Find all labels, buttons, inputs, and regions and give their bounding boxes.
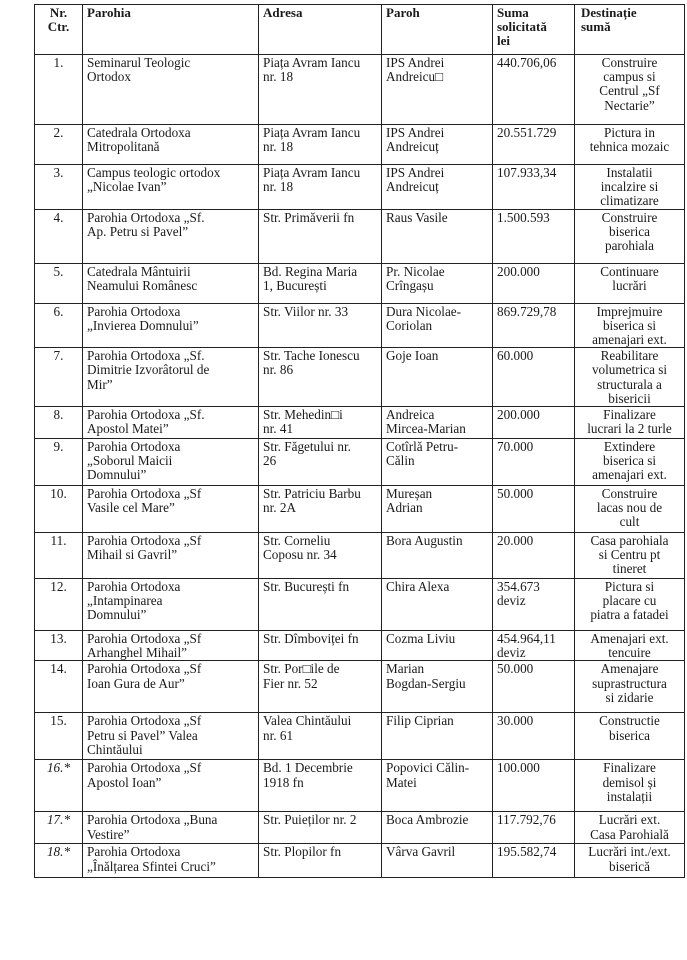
suma-cell: [493, 661, 575, 713]
paroh-cell: [382, 407, 493, 439]
parohia-cell-text: Parohia Ortodoxa „Sf Vasile cel Mare”: [87, 486, 202, 516]
paroh-cell: [382, 812, 493, 844]
table-row: [35, 486, 685, 533]
paroh-cell-text: Popovici Călin- Matei: [386, 760, 470, 790]
paroh-cell: [382, 631, 493, 661]
adresa-cell-text: Str. Por□ile de Fier nr. 52: [263, 661, 340, 691]
suma-cell-text: 1.500.593: [497, 209, 550, 225]
row-number-cell-text: 3.: [53, 165, 64, 180]
parohia-cell-text: Parohia Ortodoxa „Sf Ioan Gura de Aur”: [87, 661, 202, 691]
table-row: [35, 303, 685, 348]
destinatie-cell-text: Amenajare suprastructura si zidarie: [592, 661, 667, 705]
adresa-cell: [259, 55, 382, 125]
table-row: [35, 579, 685, 631]
parohia-cell: [83, 303, 259, 348]
adresa-cell: [259, 209, 382, 263]
row-number-cell: [35, 209, 83, 263]
suma-cell: [493, 760, 575, 812]
parohia-cell-text: Parohia Ortodoxa „Sf. Ap. Petru si Pavel”: [87, 209, 205, 239]
row-number-cell-text: 10.: [50, 486, 67, 502]
paroh-cell-text: IPS Andrei Andreicuț: [386, 125, 445, 155]
paroh-cell-text: Goje Ioan: [386, 348, 439, 364]
paroh-cell: [382, 486, 493, 533]
row-number-cell: [35, 579, 83, 631]
adresa-cell: [259, 579, 382, 631]
suma-cell-text: 354.673 deviz: [497, 579, 540, 609]
parohia-cell: [83, 713, 259, 760]
row-number-cell-text: 7.: [53, 348, 64, 364]
paroh-cell-text: Chira Alexa: [386, 579, 450, 595]
parohia-cell: [83, 263, 259, 303]
destinatie-cell: [575, 812, 685, 844]
suma-cell: [493, 165, 575, 210]
funding-table: [34, 4, 685, 878]
adresa-cell-text: Str. Viilor nr. 33: [263, 303, 349, 319]
destinatie-cell: [575, 165, 685, 210]
table-row: [35, 533, 685, 579]
row-number-cell: [35, 125, 83, 165]
parohia-cell: [83, 579, 259, 631]
suma-cell-text: 454.964,11 deviz: [497, 631, 556, 661]
adresa-cell-text: Str. Mehedin□i nr. 41: [263, 407, 343, 437]
row-number-cell-text: 15.: [50, 713, 67, 729]
adresa-cell-text: Str. Tache Ionescu nr. 86: [263, 348, 360, 378]
table-row: [35, 209, 685, 263]
suma-cell: [493, 631, 575, 661]
table-row: [35, 760, 685, 812]
adresa-cell: [259, 631, 382, 661]
row-number-cell: [35, 533, 83, 579]
destinatie-cell: [575, 55, 685, 125]
paroh-cell: [382, 713, 493, 760]
destinatie-cell-text: Reabilitare volumetrica si structurala a bisericii: [591, 348, 668, 406]
suma-cell: [493, 439, 575, 486]
row-number-cell-text: 5.: [53, 263, 64, 279]
table-row: [35, 125, 685, 165]
adresa-cell: [259, 407, 382, 439]
parohia-cell: [83, 209, 259, 263]
adresa-cell-text: Str. Plopilor fn: [263, 844, 342, 860]
parohia-cell: [83, 533, 259, 579]
destinatie-cell-text: Imprejmuire biserica si amenajari ext.: [592, 303, 667, 348]
parohia-cell: [83, 812, 259, 844]
parohia-cell-text: Parohia Ortodoxa „Sf Mihail si Gavril”: [87, 533, 202, 563]
parohia-cell-text: Parohia Ortodoxa „Soborul Maicii Domnului”: [87, 439, 181, 483]
adresa-cell-text: Bd. Regina Maria 1, București: [263, 263, 358, 293]
suma-cell-text: 20.000: [497, 533, 534, 549]
destinatie-cell: [575, 209, 685, 263]
paroh-cell-text: Mureșan Adrian: [386, 486, 433, 516]
adresa-cell: [259, 348, 382, 407]
suma-cell: [493, 486, 575, 533]
destinatie-cell-text: Construire biserica parohiala: [601, 209, 658, 254]
adresa-cell: [259, 439, 382, 486]
destinatie-cell: [575, 631, 685, 661]
row-number-cell-text: 4.: [53, 209, 64, 225]
parohia-cell-text: Catedrala Ortodoxa Mitropolitană: [87, 125, 191, 155]
paroh-cell-text: Dura Nicolae- Coriolan: [386, 303, 462, 333]
suma-cell: [493, 125, 575, 165]
adresa-cell-text: Piața Avram Iancu nr. 18: [263, 165, 361, 195]
suma-cell-text: 195.582,74: [497, 844, 557, 860]
paroh-cell-text: Boca Ambrozie: [386, 812, 469, 828]
destinatie-cell: [575, 760, 685, 812]
parohia-cell: [83, 844, 259, 878]
parohia-cell: [83, 486, 259, 533]
adresa-cell: [259, 533, 382, 579]
adresa-cell: [259, 165, 382, 210]
table-row: [35, 844, 685, 878]
table-row: [35, 439, 685, 486]
suma-cell-text: 107.933,34: [497, 165, 557, 180]
paroh-cell: [382, 55, 493, 125]
destinatie-cell-text: Extindere biserica si amenajari ext.: [592, 439, 667, 483]
row-number-cell: [35, 631, 83, 661]
suma-cell-text: 20.551.729: [497, 125, 557, 140]
adresa-cell-text: Str. Dîmboviței fn: [263, 631, 359, 647]
paroh-cell: [382, 533, 493, 579]
row-number-cell: [35, 812, 83, 844]
row-number-cell: [35, 844, 83, 878]
parohia-cell-text: Parohia Ortodoxa „Sf. Apostol Matei”: [87, 407, 205, 437]
paroh-cell: [382, 579, 493, 631]
table-row: [35, 165, 685, 210]
suma-cell-text: 50.000: [497, 486, 534, 502]
parohia-cell-text: Parohia Ortodoxa „Buna Vestire”: [87, 812, 218, 842]
table-body: [35, 55, 685, 878]
adresa-cell: [259, 303, 382, 348]
paroh-cell-text: Cotîrlă Petru- Călin: [386, 439, 459, 469]
destinatie-cell: [575, 533, 685, 579]
paroh-cell-text: IPS Andrei Andreicu□: [386, 55, 445, 85]
parohia-cell: [83, 631, 259, 661]
destinatie-cell-text: Pictura si placare cu piatra a fatadei: [590, 579, 669, 623]
destinatie-cell: [575, 439, 685, 486]
suma-cell-text: 50.000: [497, 661, 534, 677]
paroh-cell-text: IPS Andrei Andreicuț: [386, 165, 445, 195]
adresa-cell-text: Str. Patriciu Barbu nr. 2A: [263, 486, 361, 516]
parohia-cell-text: Parohia Ortodoxa „Înălțarea Sfintei Cruci”: [87, 844, 216, 874]
parohia-cell-text: Parohia Ortodoxa „Sf. Dimitrie Izvorâtorul de Mir”: [87, 348, 210, 392]
adresa-cell-text: Str. Primăverii fn: [263, 209, 355, 225]
row-number-cell-text: 17.*: [46, 812, 71, 828]
suma-cell: [493, 407, 575, 439]
table-row: [35, 713, 685, 760]
paroh-cell-text: Marian Bogdan-Sergiu: [386, 661, 466, 691]
row-number-cell: [35, 407, 83, 439]
row-number-cell: [35, 486, 83, 533]
adresa-cell-text: Str. București fn: [263, 579, 350, 595]
header-paroh: Paroh: [382, 5, 493, 55]
paroh-cell: [382, 439, 493, 486]
suma-cell-text: 30.000: [497, 713, 534, 729]
paroh-cell: [382, 844, 493, 878]
parohia-cell: [83, 55, 259, 125]
suma-cell: [493, 533, 575, 579]
destinatie-cell-text: Lucrări int./ext. biserică: [588, 844, 671, 874]
table-row: [35, 407, 685, 439]
paroh-cell: [382, 125, 493, 165]
adresa-cell-text: Piața Avram Iancu nr. 18: [263, 55, 361, 85]
suma-cell-text: 440.706,06: [497, 55, 557, 70]
paroh-cell: [382, 348, 493, 407]
suma-cell-text: 200.000: [497, 263, 540, 279]
suma-cell: [493, 209, 575, 263]
destinatie-cell: [575, 348, 685, 407]
paroh-cell: [382, 661, 493, 713]
adresa-cell: [259, 486, 382, 533]
suma-cell-text: 117.792,76: [497, 812, 556, 828]
adresa-cell-text: Str. Puieților nr. 2: [263, 812, 357, 828]
paroh-cell-text: Cozma Liviu: [386, 631, 456, 647]
adresa-cell-text: Valea Chintăului nr. 61: [263, 713, 352, 743]
destinatie-cell-text: Pictura in tehnica mozaic: [589, 125, 670, 155]
adresa-cell-text: Bd. 1 Decembrie 1918 fn: [263, 760, 353, 790]
row-number-cell-text: 12.: [50, 579, 67, 595]
paroh-cell: [382, 760, 493, 812]
paroh-cell: [382, 303, 493, 348]
destinatie-cell-text: Construire lacas nou de cult: [596, 486, 663, 530]
row-number-cell: [35, 303, 83, 348]
row-number-cell-text: 8.: [53, 407, 64, 423]
parohia-cell: [83, 439, 259, 486]
parohia-cell-text: Campus teologic ortodox „Nicolae Ivan”: [87, 165, 221, 195]
row-number-cell: [35, 661, 83, 713]
parohia-cell: [83, 661, 259, 713]
suma-cell: [493, 579, 575, 631]
row-number-cell-text: 9.: [53, 439, 64, 455]
row-number-cell-text: 18.*: [46, 844, 71, 860]
adresa-cell: [259, 844, 382, 878]
suma-cell: [493, 844, 575, 878]
destinatie-cell: [575, 844, 685, 878]
row-number-cell-text: 1.: [53, 55, 64, 70]
parohia-cell-text: Parohia Ortodoxa „Sf Apostol Ioan”: [87, 760, 202, 790]
paroh-cell: [382, 165, 493, 210]
paroh-cell-text: Andreica Mircea-Marian: [386, 407, 466, 437]
destinatie-cell-text: Lucrări ext. Casa Parohială: [590, 812, 669, 842]
destinatie-cell: [575, 713, 685, 760]
parohia-cell: [83, 407, 259, 439]
table-row: [35, 55, 685, 125]
paroh-cell-text: Vârva Gavril: [386, 844, 456, 860]
row-number-cell: [35, 439, 83, 486]
header-row: [35, 5, 685, 55]
adresa-cell-text: Str. Corneliu Coposu nr. 34: [263, 533, 337, 563]
destinatie-cell-text: Continuare lucrări: [600, 263, 659, 293]
row-number-cell-text: 14.: [50, 661, 67, 677]
row-number-cell: [35, 713, 83, 760]
row-number-cell: [35, 760, 83, 812]
header-suma: Suma solicitată lei: [493, 5, 575, 55]
table-row: [35, 631, 685, 661]
parohia-cell: [83, 165, 259, 210]
row-number-cell-text: 2.: [53, 125, 64, 140]
paroh-cell: [382, 209, 493, 263]
parohia-cell-text: Parohia Ortodoxa „Intampinarea Domnului”: [87, 579, 181, 623]
parohia-cell-text: Seminarul Teologic Ortodox: [87, 55, 191, 85]
parohia-cell: [83, 125, 259, 165]
adresa-cell: [259, 760, 382, 812]
table-row: [35, 263, 685, 303]
adresa-cell: [259, 263, 382, 303]
parohia-cell-text: Parohia Ortodoxa „Sf Arhanghel Mihail”: [87, 631, 202, 661]
row-number-cell-text: 13.: [50, 631, 67, 647]
destinatie-cell-text: Instalatii incalzire si climatizare: [600, 165, 659, 209]
table-row: [35, 348, 685, 407]
suma-cell-text: 100.000: [497, 760, 540, 776]
document-page: [34, 4, 684, 878]
paroh-cell-text: Filip Ciprian: [386, 713, 454, 729]
destinatie-cell: [575, 407, 685, 439]
header-adresa: Adresa: [259, 5, 382, 55]
destinatie-cell: [575, 303, 685, 348]
adresa-cell: [259, 125, 382, 165]
row-number-cell-text: 16.*: [46, 760, 71, 776]
header-nr: Nr. Ctr.: [35, 5, 83, 55]
row-number-cell-text: 11.: [50, 533, 67, 549]
row-number-cell: [35, 55, 83, 125]
destinatie-cell: [575, 661, 685, 713]
suma-cell: [493, 812, 575, 844]
paroh-cell-text: Pr. Nicolae Crîngașu: [386, 263, 445, 293]
parohia-cell: [83, 348, 259, 407]
adresa-cell-text: Piața Avram Iancu nr. 18: [263, 125, 361, 155]
header-parohia: Parohia: [83, 5, 259, 55]
suma-cell: [493, 348, 575, 407]
suma-cell: [493, 55, 575, 125]
destinatie-cell-text: Casa parohiala si Centru pt tineret: [590, 533, 669, 577]
destinatie-cell-text: Constructie biserica: [599, 713, 660, 743]
destinatie-cell: [575, 125, 685, 165]
row-number-cell: [35, 165, 83, 210]
destinatie-cell: [575, 263, 685, 303]
parohia-cell-text: Parohia Ortodoxa „Sf Petru si Pavel” Valea Chintăului: [87, 713, 202, 757]
paroh-cell-text: Raus Vasile: [386, 209, 448, 225]
suma-cell: [493, 303, 575, 348]
destinatie-cell-text: Finalizare demisol și instalații: [602, 760, 657, 804]
paroh-cell: [382, 263, 493, 303]
destinatie-cell-text: Amenajari ext. tencuire: [590, 631, 669, 661]
suma-cell: [493, 263, 575, 303]
adresa-cell: [259, 661, 382, 713]
adresa-cell: [259, 713, 382, 760]
row-number-cell-text: 6.: [53, 303, 64, 319]
row-number-cell: [35, 348, 83, 407]
adresa-cell-text: Str. Făgetului nr. 26: [263, 439, 351, 469]
suma-cell-text: 869.729,78: [497, 303, 557, 319]
parohia-cell-text: Parohia Ortodoxa „Invierea Domnului”: [87, 303, 199, 333]
destinatie-cell: [575, 486, 685, 533]
parohia-cell: [83, 760, 259, 812]
suma-cell-text: 200.000: [497, 407, 540, 423]
table-row: [35, 661, 685, 713]
destinatie-cell: [575, 579, 685, 631]
destinatie-cell-text: Finalizare lucrari la 2 turle: [587, 407, 672, 437]
suma-cell-text: 60.000: [497, 348, 534, 364]
paroh-cell-text: Bora Augustin: [386, 533, 463, 549]
suma-cell: [493, 713, 575, 760]
parohia-cell-text: Catedrala Mântuirii Neamului Românesc: [87, 263, 198, 293]
destinatie-cell-text: Construire campus si Centrul „Sf Nectarie”: [599, 55, 660, 113]
adresa-cell: [259, 812, 382, 844]
table-row: [35, 812, 685, 844]
row-number-cell: [35, 263, 83, 303]
suma-cell-text: 70.000: [497, 439, 534, 455]
header-destinatie: Destinație sumă: [575, 5, 685, 55]
